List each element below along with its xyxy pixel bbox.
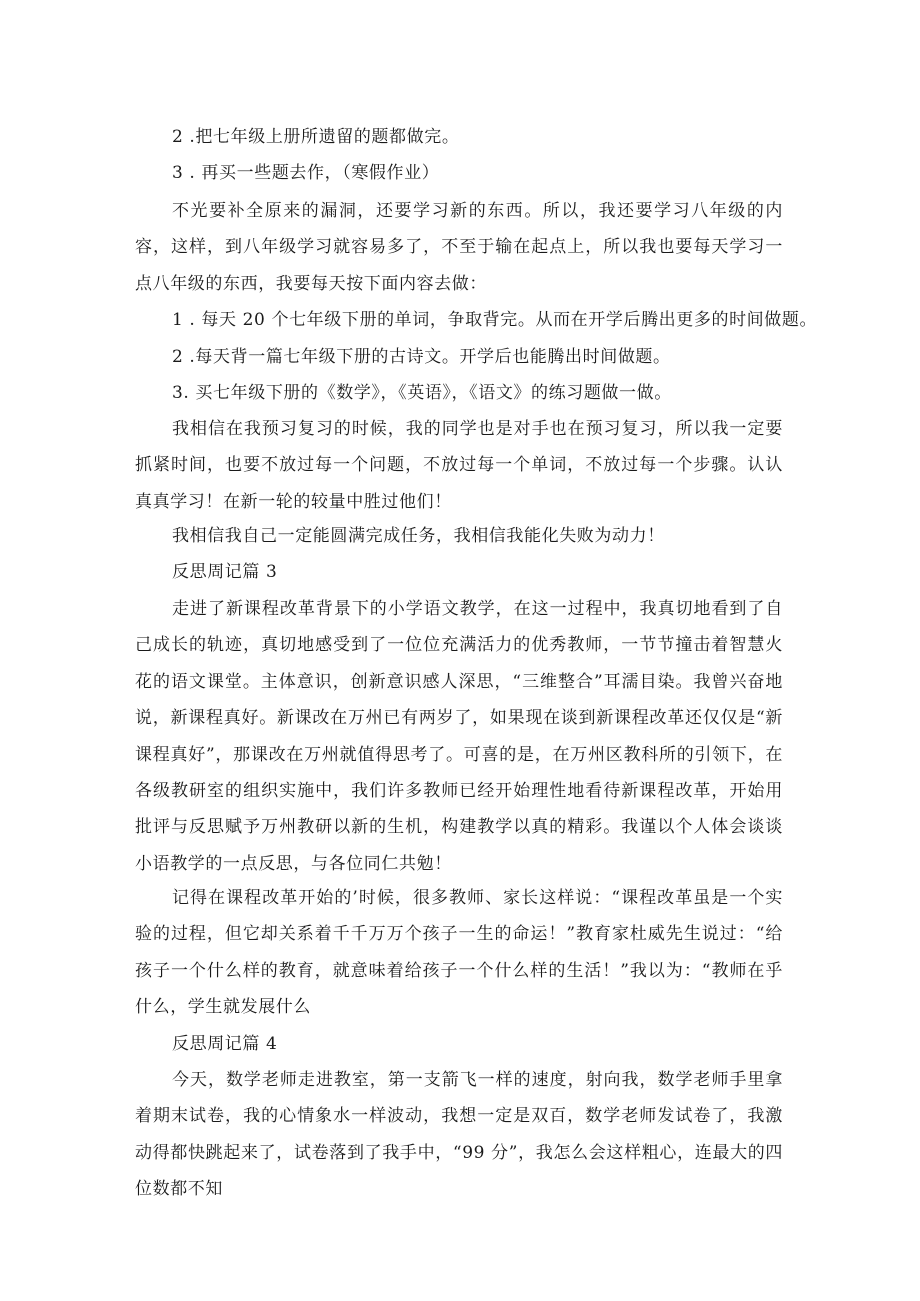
list-item-2b: 2 .每天背一篇七年级下册的古诗文。开学后也能腾出时间做题。 [172, 347, 671, 367]
paragraph-study-plan: 不光要补全原来的漏洞，还要学习新的东西。所以，我还要学习八年级的内容，这样，到八年级学习就容易多了，不至于输在起点上，所以我也要每天学习一点八年级的东西，我要每天按下面内容去做： [135, 201, 783, 294]
paragraph-curriculum-reform: 走进了新课程改革背景下的小学语文教学，在这一过程中，我真切地看到了自己成长的轨迹，真切地感受到了一位位充满活力的优秀教师，一节节撞击着智慧火花的语文课堂。主体意识，创新意识感人深思，“三维整合”耳濡目染。我曾兴奋地说，新课程真好。新课改在万州已有两岁了，如果现在谈到新课程改革还仅仅是“新课程真好”，那课改在万州就值得思考了。可喜的是，在万州区教科所的引领下，在各级教研室的组织实施中，我们许多教师已经开始理性地看待新课程改革，开始用批评与反思赋予万州教研以新的生机，构建教学以真的精彩。我谨以个人体会谈谈小语教学的一点反思，与各位同仁共勉！ [135, 599, 783, 874]
section-heading-3: 反思周记篇 3 [172, 562, 278, 582]
section-heading-4: 反思周记篇 4 [172, 1034, 278, 1054]
paragraph-reform-quotes: 记得在课程改革开始的’时候，很多教师、家长这样说：“课程改革虽是一个实验的过程，但它却关系着千千万万个孩子一生的命运！”教育家杜威先生说过：“给孩子一个什么样的教育，就意味着给孩子一个什么样的生活！”我以为：“教师在乎什么，学生就发展什么 [135, 888, 783, 1018]
paragraph-math-exam: 今天，数学老师走进教室，第一支箭飞一样的速度，射向我，数学老师手里拿着期末试卷，我的心情象水一样波动，我想一定是双百，数学老师发试卷了，我激动得都快跳起来了，试卷落到了我手中，“99 分”，我怎么会这样粗心，连最大的四位数都不知 [135, 1070, 783, 1200]
paragraph-competition: 我相信在我预习复习的时候，我的同学也是对手也在预习复习，所以我一定要抓紧时间，也要不放过每一个问题，不放过每一个单词，不放过每一个步骤。认认真真学习！在新一轮的较量中胜过他们！ [135, 419, 783, 512]
paragraph-confidence: 我相信我自己一定能圆满完成任务，我相信我能化失败为动力！ [172, 526, 665, 546]
list-item-2: 2 .把七年级上册所遗留的题都做完。 [172, 127, 460, 147]
list-item-3: 3 . 再买一些题去作，（寒假作业） [172, 163, 440, 183]
list-item-1: 1 . 每天 20 个七年级下册的单词，争取背完。从而在开学后腾出更多的时间做题。 [172, 310, 818, 330]
list-item-3b: 3. 买七年级下册的《数学》，《英语》，《语文》的练习题做一做。 [172, 383, 672, 403]
